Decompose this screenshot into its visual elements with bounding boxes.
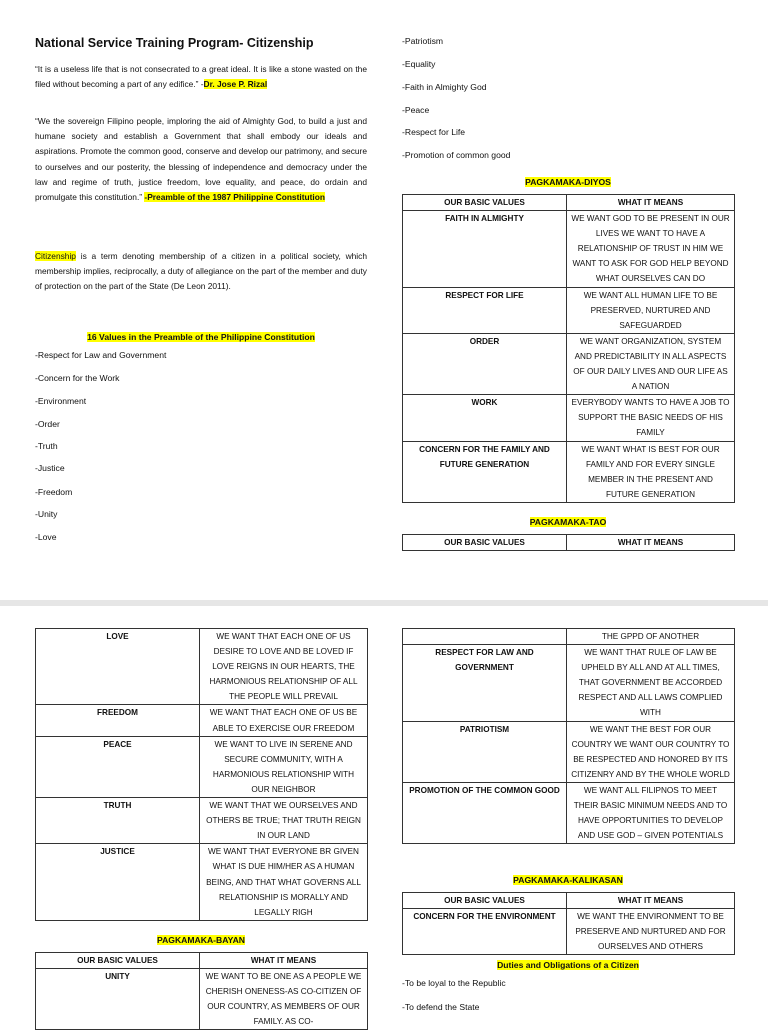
meaning-cell: WE WANT THE ENVIRONMENT TO BE PRESERVE AND NURTURED AND FOR OURSELVES AND OTHERS — [567, 909, 735, 955]
list-item: -Equality — [402, 59, 436, 69]
header-values: OUR BASIC VALUES — [403, 893, 567, 909]
table-row — [403, 441, 735, 502]
table-row — [403, 782, 735, 843]
kalikasan-heading: PAGKAMAKA-KALIKASAN — [513, 875, 623, 885]
value-cell: FREEDOM — [36, 705, 200, 736]
list-item: -To be loyal to the Republic — [402, 978, 506, 988]
list-item: -Environment — [35, 396, 87, 406]
table-row — [403, 333, 735, 394]
value-cell: CONCERN FOR THE ENVIRONMENT — [403, 909, 567, 955]
citizenship-term: Citizenship — [35, 251, 76, 261]
list-item: -Respect for Law and Government — [35, 350, 167, 360]
bayan-heading: PAGKAMAKA-BAYAN — [156, 935, 245, 945]
value-cell: WORK — [403, 395, 567, 441]
left-column — [35, 36, 367, 50]
diyos-heading-wrap — [402, 172, 734, 190]
list-item: -Faith in Almighty God — [402, 82, 487, 92]
header-meaning: WHAT IT MEANS — [567, 195, 735, 211]
value-cell: UNITY — [36, 969, 200, 1030]
list-item: -Unity — [35, 509, 58, 519]
kalikasan-heading-wrap — [402, 870, 734, 888]
meaning-cell: WE WANT TO BE ONE AS A PEOPLE WE CHERISH ONENESS-AS CO-CITIZEN OF OUR COUNTRY, AS MEMBERS OF OUR FAMILY. AS CO- — [200, 969, 368, 1030]
value-cell: PROMOTION OF THE COMMON GOOD — [403, 782, 567, 843]
tao-table — [35, 628, 368, 921]
table-row — [403, 287, 735, 333]
header-values: OUR BASIC VALUES — [36, 953, 200, 969]
list-item: -Respect for Life — [402, 127, 466, 137]
table-header-row — [403, 535, 735, 551]
meaning-cell: WE WANT ALL HUMAN LIFE TO BE PRESERVED, NURTURED AND SAFEGUARDED — [567, 287, 735, 333]
header-values: OUR BASIC VALUES — [403, 535, 567, 551]
table-row — [36, 798, 368, 844]
values-heading-wrap — [35, 327, 367, 345]
table-row — [403, 721, 735, 782]
table-row — [403, 395, 735, 441]
table-row — [36, 736, 368, 797]
meaning-cell: EVERYBODY WANTS TO HAVE A JOB TO SUPPORT THE BASIC NEEDS OF HIS FAMILY — [567, 395, 735, 441]
document-page-2 — [0, 606, 768, 1027]
list-item: -Truth — [35, 441, 58, 451]
meaning-cell: WE WANT THAT WE OURSELVES AND OTHERS BE TRUE; THAT TRUTH REIGN IN OUR LAND — [200, 798, 368, 844]
bayan-table-continued — [402, 628, 735, 844]
list-item: -Order — [35, 419, 60, 429]
header-meaning: WHAT IT MEANS — [567, 893, 735, 909]
diyos-heading: PAGKAMAKA-DIYOS — [525, 177, 611, 187]
list-item: -Freedom — [35, 487, 73, 497]
citizenship-text: is a term denoting membership of a citizen in a political society, which membership implies, reciprocally, a duty of allegiance on the part of the member and duty of protection on the part of the State (De Leon 2011). — [35, 251, 367, 292]
preamble-quote-source: -Preamble of the 1987 Philippine Constitution — [144, 192, 325, 203]
rizal-quote-author: Dr. Jose P. Rizal — [203, 79, 268, 90]
meaning-cell: WE WANT THAT EACH ONE OF US DESIRE TO LOVE AND BE LOVED IF LOVE REIGNS IN OUR HEARTS, THE HARMONIOUS RELATIONSHIP OF ALL THE PEOPLE WILL PREVAIL — [200, 629, 368, 705]
citizenship-definition — [35, 249, 367, 295]
value-cell — [403, 629, 567, 645]
rizal-quote — [35, 62, 367, 92]
tao-heading: PAGKAMAKA-TAO — [529, 517, 607, 527]
value-cell: TRUTH — [36, 798, 200, 844]
kalikasan-table — [402, 892, 735, 955]
table-header-row — [403, 893, 735, 909]
list-item: -To defend the State — [402, 1002, 480, 1012]
value-cell: LOVE — [36, 629, 200, 705]
value-cell: FAITH IN ALMIGHTY — [403, 211, 567, 287]
meaning-cell: WE WANT THAT RULE OF LAW BE UPHELD BY ALL AND AT ALL TIMES, THAT GOVERNMENT BE ACCORDED RESPECT AND ALL LAWS COMPLIED WITH — [567, 645, 735, 721]
preamble-quote-text: “We the sovereign Filipino people, imploring the aid of Almighty God, to build a just and humane society and establish a Government that shall embody our ideals and aspirations. Promote the common good, conserve and develop our patrimony, and secure to ourselves and our posterity, the blessing of independence and democracy under the law and regime of truth, justice freedom, love equality, and peace, do ordain and promulgate this constitution.” — [35, 116, 367, 203]
header-meaning: WHAT IT MEANS — [567, 535, 735, 551]
table-row — [36, 844, 368, 920]
duties-heading-wrap — [402, 955, 734, 973]
meaning-cell: WE WANT ALL FILIPNOS TO MEET THEIR BASIC MINIMUM NEEDS AND TO HAVE OPPORTUNITIES TO DEVELOP AND USE GOD – GIVEN POTENTIALS — [567, 782, 735, 843]
table-row — [403, 909, 735, 955]
table-header-row — [403, 195, 735, 211]
meaning-cell: WE WANT THAT EVERYONE BR GIVEN WHAT IS DUE HIM/HER AS A HUMAN BEING, AND THAT WHAT GOVERNS ALL RELATIONSHIP IS MORALLY AND LEGALLY RIGH — [200, 844, 368, 920]
meaning-cell: WE WANT WHAT IS BEST FOR OUR FAMILY AND FOR EVERY SINGLE MEMBER IN THE PRESENT AND FUTURE GENERATION — [567, 441, 735, 502]
list-item: -Promotion of common good — [402, 150, 511, 160]
tao-heading-wrap — [402, 512, 734, 530]
bayan-heading-wrap — [35, 930, 367, 948]
preamble-quote — [35, 114, 367, 205]
value-cell: JUSTICE — [36, 844, 200, 920]
duties-heading: Duties and Obligations of a Citizen — [497, 960, 639, 970]
list-item: -Love — [35, 532, 57, 542]
value-cell: CONCERN FOR THE FAMILY AND FUTURE GENERATION — [403, 441, 567, 502]
value-cell: RESPECT FOR LAW AND GOVERNMENT — [403, 645, 567, 721]
header-values: OUR BASIC VALUES — [403, 195, 567, 211]
bayan-table — [35, 952, 368, 1030]
value-cell: PATRIOTISM — [403, 721, 567, 782]
value-cell: RESPECT FOR LIFE — [403, 287, 567, 333]
meaning-cell: WE WANT TO LIVE IN SERENE AND SECURE COMMUNITY, WITH A HARMONIOUS RELATIONSHIP WITH OUR NEIGHBOR — [200, 736, 368, 797]
diyos-table — [402, 194, 735, 503]
list-item: -Justice — [35, 463, 65, 473]
list-item: -Patriotism — [402, 36, 444, 46]
meaning-cell: WE WANT GOD TO BE PRESENT IN OUR LIVES WE WANT TO HAVE A RELATIONSHIP OF TRUST IN HIM WE WANT TO ASK FOR GOD HELP BEYOND WHAT OURSELVES CAN DO — [567, 211, 735, 287]
table-row — [36, 705, 368, 736]
list-item: -Concern for the Work — [35, 373, 120, 383]
meaning-cell: WE WANT THE BEST FOR OUR COUNTRY WE WANT OUR COUNTRY TO BE RESPECTED AND HONORED BY ITS CITIZENRY AND BY THE WHOLE WORLD — [567, 721, 735, 782]
values-heading: 16 Values in the Preamble of the Philippine Constitution — [87, 332, 315, 342]
table-row — [403, 211, 735, 287]
meaning-cell: WE WANT ORGANIZATION, SYSTEM AND PREDICTABILITY IN ALL ASPECTS OF OUR DAILY LIVES AND OUR LIFE AS A NATION — [567, 333, 735, 394]
table-row — [403, 629, 735, 645]
table-header-row — [36, 953, 368, 969]
list-item: -Peace — [402, 105, 430, 115]
rizal-quote-text: “It is a useless life that is not consecrated to a great ideal. It is like a stone wasted on the filed without becoming a part of any edifice.” - — [35, 64, 367, 90]
table-row — [403, 645, 735, 721]
meaning-cell: WE WANT THAT EACH ONE OF US BE ABLE TO EXERCISE OUR FREEDOM — [200, 705, 368, 736]
tao-table-header — [402, 534, 735, 551]
value-cell: PEACE — [36, 736, 200, 797]
value-cell: ORDER — [403, 333, 567, 394]
meaning-cell: THE GPPD OF ANOTHER — [567, 629, 735, 645]
header-meaning: WHAT IT MEANS — [200, 953, 368, 969]
table-row — [36, 629, 368, 705]
page-title: National Service Training Program- Citizenship — [35, 36, 314, 50]
table-row — [36, 969, 368, 1030]
